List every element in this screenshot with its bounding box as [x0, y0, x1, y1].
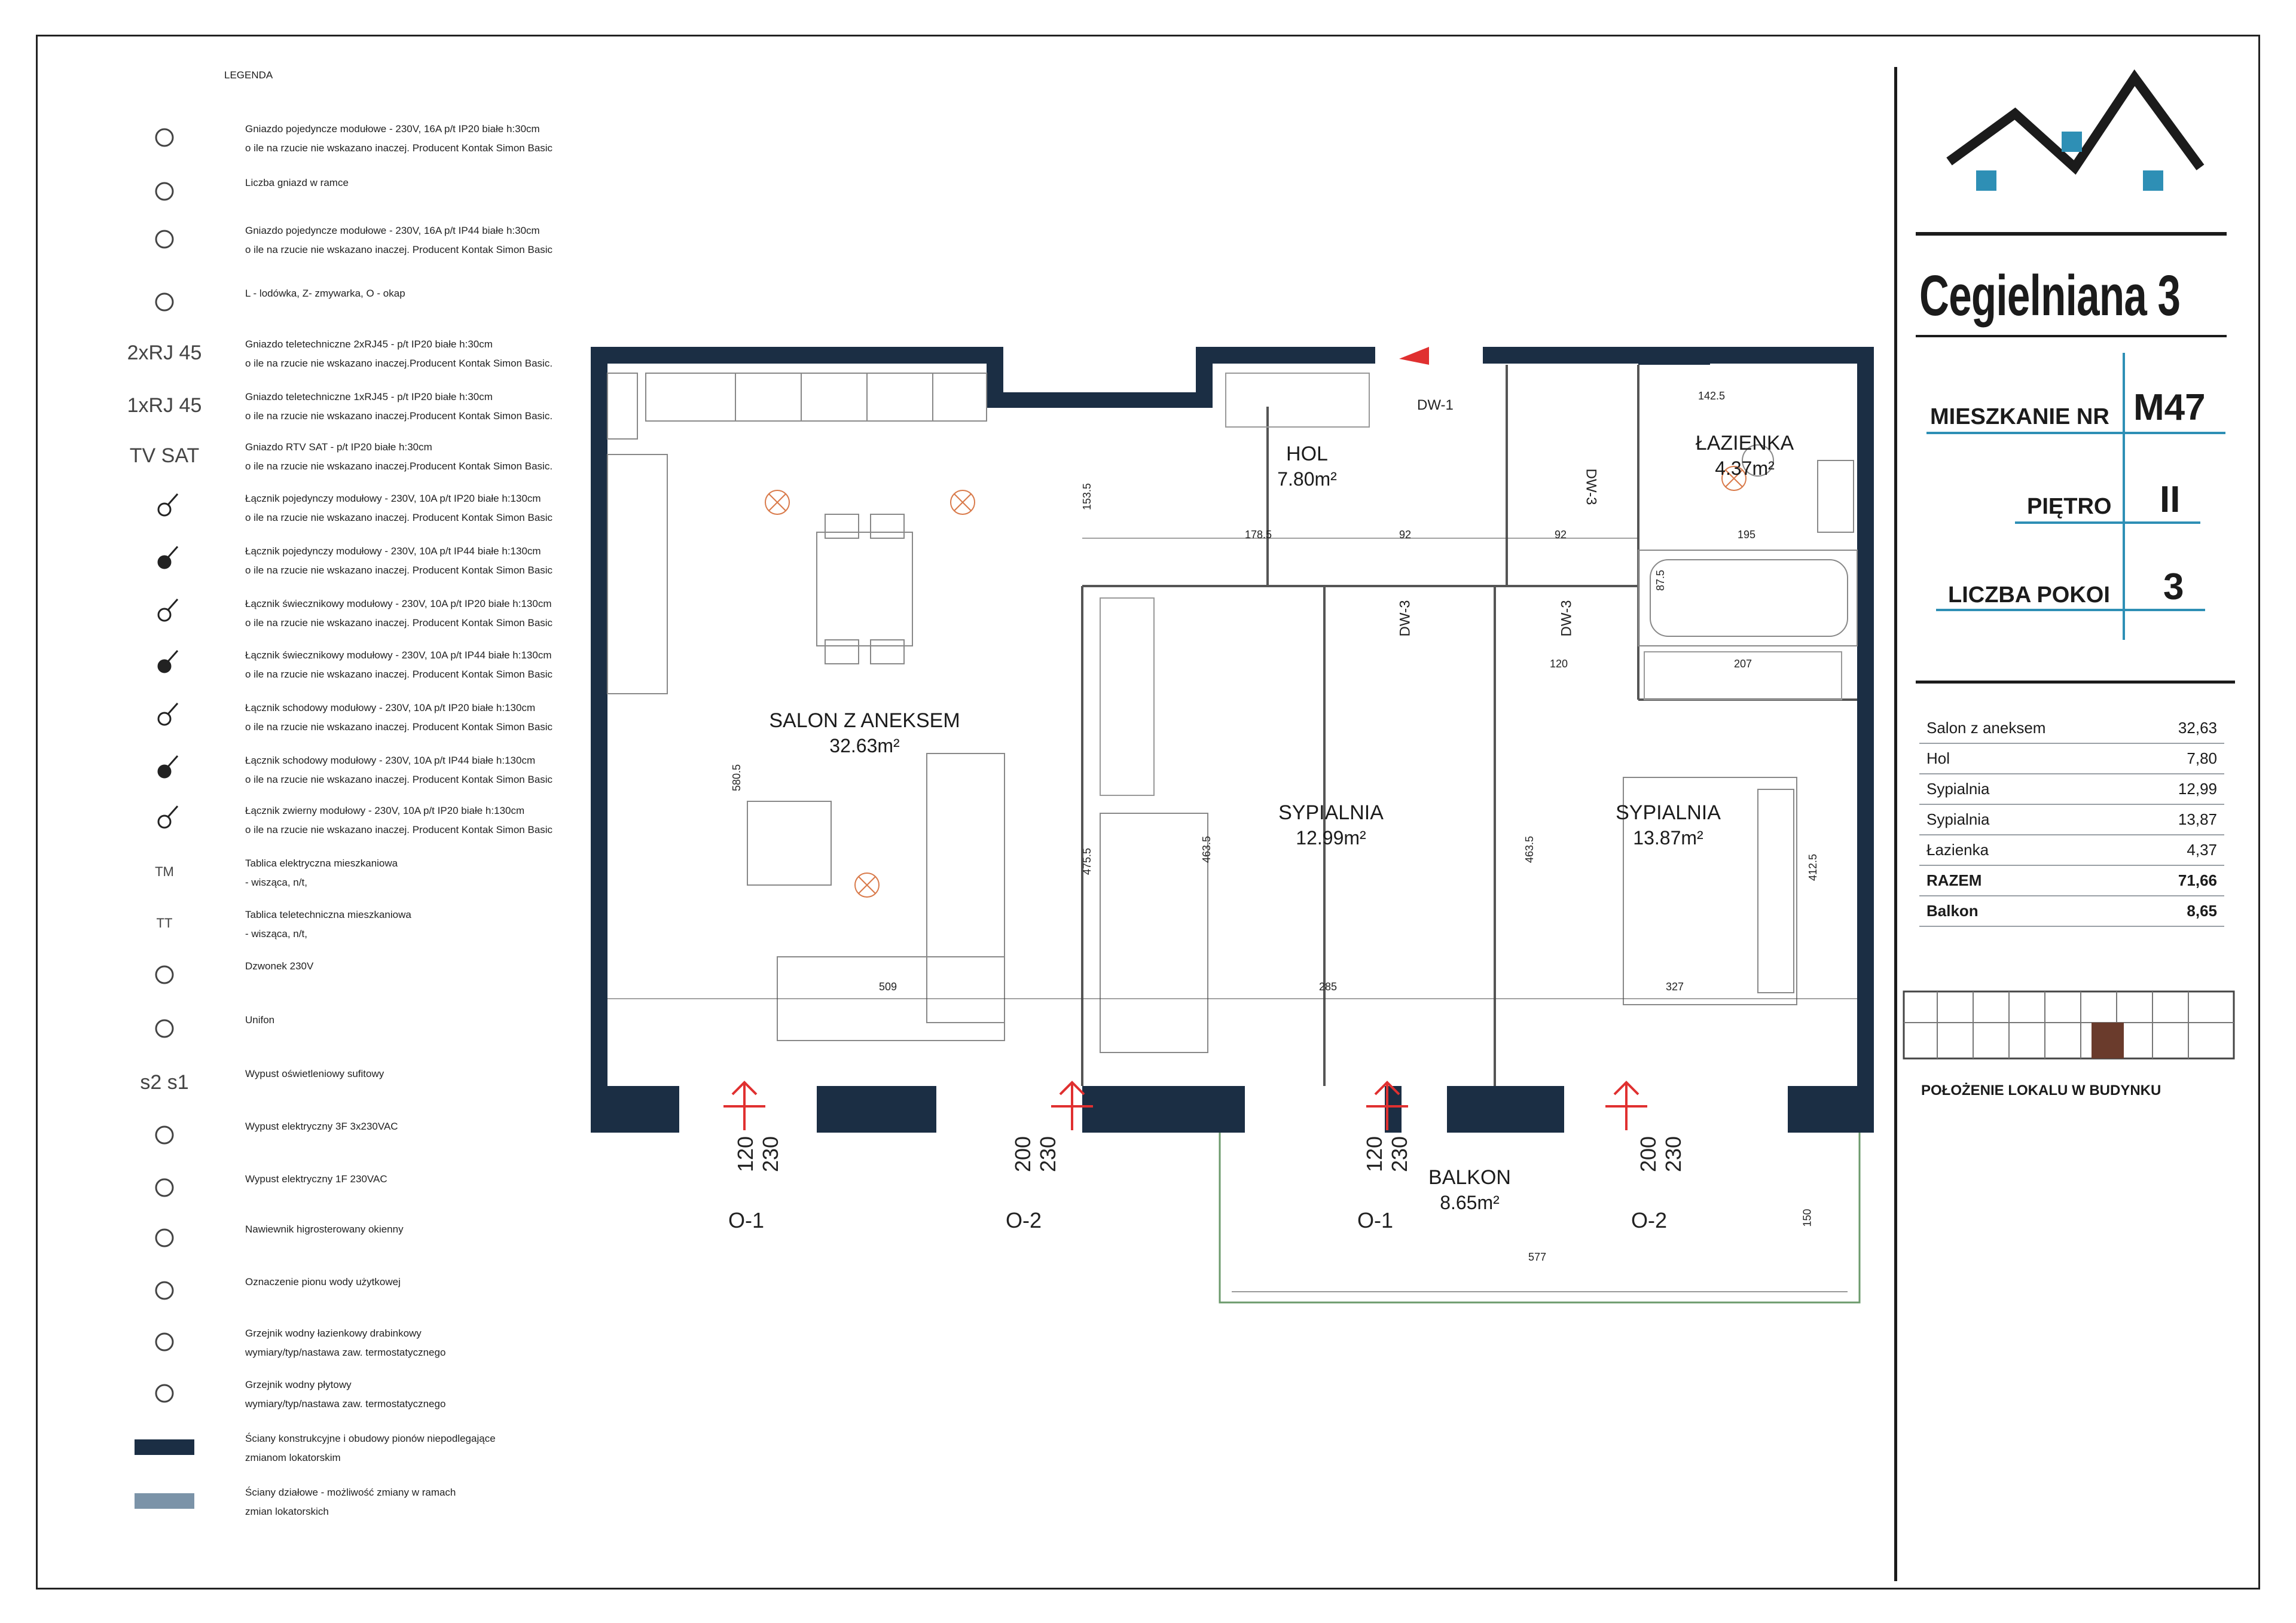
- sofa: [747, 753, 1004, 1041]
- legend-text: [245, 1375, 445, 1414]
- dim-label: 178.5: [1245, 529, 1272, 541]
- brand-rule-top: [1916, 232, 2227, 236]
- legend-line: Oznaczenie pionu wody użytkowej: [245, 1276, 401, 1288]
- legend-symbol-icon: [108, 1273, 221, 1308]
- legend-text: [245, 1220, 404, 1239]
- area-room-value: 7,80: [2187, 749, 2217, 767]
- legend-text: [245, 646, 552, 684]
- legend-text: [245, 1273, 401, 1292]
- area-room-value: 32,63: [2178, 719, 2217, 737]
- door-label: DW-1: [1417, 397, 1454, 413]
- legend-symbol-icon: 2xRJ 45: [127, 341, 202, 364]
- window-height: 230: [1036, 1136, 1060, 1172]
- kitchen-counter: [607, 373, 987, 694]
- dim-label: 412.5: [1807, 853, 1819, 881]
- legend-text: [245, 335, 552, 373]
- door-label: DW-3: [1583, 468, 1599, 505]
- area-room-name: Hol: [1926, 749, 1950, 767]
- window-code: O-2: [1631, 1208, 1668, 1232]
- legend-symbol-icon: [108, 173, 221, 209]
- legend-line: Wypust elektryczny 1F 230VAC: [245, 1173, 387, 1185]
- legend-symbol-icon: [108, 801, 221, 837]
- legend-title: LEGENDA: [224, 69, 273, 81]
- floor-value: II: [2160, 479, 2181, 520]
- door-label: DW-3: [1397, 600, 1413, 637]
- room-hol: HOL 7.80m²: [1277, 443, 1337, 490]
- dim-label: 580.5: [731, 764, 743, 792]
- legend-line: L - lodówka, Z- zmywarka, O - okap: [245, 288, 405, 299]
- legend-line: Liczba gniazd w ramce: [245, 177, 349, 188]
- legend-line: Gniazdo teletechniczne 2xRJ45 - p/t IP20 białe h:30cm: [245, 338, 493, 350]
- area-room-value: 13,87: [2178, 810, 2217, 828]
- area-room-name: Balkon: [1926, 902, 1979, 920]
- legend-line: zmianom lokatorskim: [245, 1452, 341, 1463]
- legend-symbol-icon: [108, 1375, 221, 1411]
- room-sypialnia-2: SYPIALNIA 13.87m²: [1616, 801, 1721, 849]
- window-width: 200: [1010, 1136, 1035, 1172]
- legend-symbol-icon: [108, 221, 221, 257]
- area-room-value: 8,65: [2187, 902, 2217, 920]
- legend-symbol-icon: [108, 957, 221, 993]
- room-sypialnia-1: SYPIALNIA 12.99m²: [1278, 801, 1384, 849]
- legend-text: [245, 1011, 274, 1030]
- area-room-value: 71,66: [2178, 871, 2217, 889]
- info-vertical-line: [2123, 353, 2125, 640]
- legend-text: [245, 284, 405, 303]
- legend-line: o ile na rzucie nie wskazano inaczej. Producent Kontak Simon Basic: [245, 512, 553, 523]
- legend-text: [245, 751, 552, 789]
- panel-divider: [1894, 67, 1897, 1581]
- balcony-outline: [1220, 1133, 1860, 1302]
- legend-text: [245, 120, 552, 158]
- legend-symbol-icon: [108, 698, 221, 734]
- legend-line: o ile na rzucie nie wskazano inaczej. Producent Kontak Simon Basic: [245, 565, 553, 576]
- legend-text: [245, 957, 313, 976]
- legend-text: [245, 1483, 456, 1521]
- legend-symbol-icon: [108, 594, 221, 630]
- legend-text: [245, 489, 552, 527]
- legend-line: Tablica teletechniczna mieszkaniowa: [245, 909, 411, 920]
- dim-label: 87.5: [1654, 569, 1667, 591]
- legend-line: o ile na rzucie nie wskazano inaczej.Producent Kontak Simon Basic.: [245, 460, 553, 472]
- area-row: [1919, 835, 2224, 866]
- area-row: [1919, 774, 2224, 805]
- legend-symbol-icon: [108, 1483, 221, 1519]
- legend-text: [245, 905, 411, 944]
- door-marker: [1399, 347, 1429, 365]
- dim-label: 327: [1666, 981, 1684, 993]
- dim-label: 195: [1738, 529, 1756, 541]
- dim-label: 207: [1734, 658, 1752, 670]
- area-room-value: 4,37: [2187, 841, 2217, 859]
- legend-symbol-icon: [108, 1170, 221, 1206]
- dim-label: 150: [1801, 1209, 1813, 1227]
- legend-line: o ile na rzucie nie wskazano inaczej. Producent Kontak Simon Basic: [245, 774, 553, 785]
- legend-line: Łącznik schodowy modułowy - 230V, 10A p/t IP44 białe h:130cm: [245, 755, 536, 766]
- legend-text: [245, 1117, 398, 1136]
- table-rule-top: [1916, 681, 2235, 684]
- area-room-name: Salon z aneksem: [1926, 719, 2046, 737]
- legend-text: [245, 1429, 496, 1468]
- window-width: 200: [1636, 1136, 1660, 1172]
- legend-text: [245, 801, 552, 840]
- area-row: [1919, 865, 2224, 896]
- window-height: 230: [758, 1136, 783, 1172]
- legend-line: Tablica elektryczna mieszkaniowa: [245, 858, 398, 869]
- legend-text: [245, 542, 552, 580]
- dim-label: 120: [1550, 658, 1568, 670]
- legend-line: o ile na rzucie nie wskazano inaczej. Producent Kontak Simon Basic: [245, 617, 553, 629]
- area-room-value: 12,99: [2178, 780, 2217, 798]
- dim-label: 463.5: [1201, 835, 1213, 864]
- door-label: DW-3: [1558, 600, 1575, 637]
- legend-symbol-icon: TM: [155, 864, 174, 879]
- legend-line: Gniazdo pojedyncze modułowe - 230V, 16A p/t IP44 białe h:30cm: [245, 225, 540, 236]
- legend-line: Gniazdo pojedyncze modułowe - 230V, 16A p/t IP20 białe h:30cm: [245, 123, 540, 135]
- legend-line: o ile na rzucie nie wskazano inaczej.Producent Kontak Simon Basic.: [245, 358, 553, 369]
- legend-symbol-icon: [108, 542, 221, 578]
- legend-line: Grzejnik wodny łazienkowy drabinkowy: [245, 1328, 422, 1339]
- dim-label: 92: [1399, 529, 1412, 541]
- legend-symbol-icon: [108, 489, 221, 525]
- legend-line: zmian lokatorskich: [245, 1506, 329, 1517]
- legend-line: Gniazdo RTV SAT - p/t IP20 białe h:30cm: [245, 441, 432, 453]
- legend-text: [245, 221, 552, 260]
- legend-line: wymiary/typ/nastawa zaw. termostatycznego: [245, 1398, 446, 1410]
- window-code: O-1: [728, 1208, 765, 1232]
- legend-line: o ile na rzucie nie wskazano inaczej. Producent Kontak Simon Basic: [245, 244, 553, 255]
- info-rule: [2015, 521, 2200, 524]
- dim-label: 92: [1555, 529, 1567, 541]
- legend-line: Unifon: [245, 1014, 275, 1026]
- window-width: 120: [1362, 1136, 1387, 1172]
- legend-line: - wisząca, n/t,: [245, 877, 307, 888]
- legend-text: [245, 438, 552, 476]
- room-salon: SALON Z ANEKSEM 32.63m²: [769, 709, 960, 756]
- dim-label: 475.5: [1081, 847, 1094, 875]
- dim-label: 463.5: [1523, 835, 1536, 864]
- info-rule: [1936, 609, 2205, 611]
- legend-symbol-icon: s2 s1: [140, 1070, 189, 1094]
- window-height: 230: [1661, 1136, 1686, 1172]
- legend-line: Wypust oświetleniowy sufitowy: [245, 1068, 384, 1079]
- legend-line: Łącznik zwierny modułowy - 230V, 10A p/t IP20 białe h:130cm: [245, 805, 525, 816]
- legend-text: [245, 1064, 384, 1084]
- area-row: [1919, 743, 2224, 774]
- legend-line: o ile na rzucie nie wskazano inaczej. Producent Kontak Simon Basic: [245, 721, 553, 733]
- window-height: 230: [1387, 1136, 1412, 1172]
- legend-text: [245, 388, 552, 426]
- dining-table: [817, 514, 912, 664]
- area-room-name: Sypialnia: [1926, 810, 1990, 828]
- legend-symbol-icon: [108, 1011, 221, 1047]
- area-row: [1919, 713, 2224, 744]
- dimension-lines: [607, 538, 1857, 999]
- legend-text: [245, 854, 398, 892]
- house-logo-icon: [1943, 66, 2206, 209]
- legend-line: o ile na rzucie nie wskazano inaczej. Producent Kontak Simon Basic: [245, 824, 553, 835]
- rooms-value: 3: [2163, 566, 2184, 608]
- legend-symbol-icon: [108, 120, 221, 155]
- legend-symbol-icon: [108, 1429, 221, 1465]
- legend-line: o ile na rzucie nie wskazano inaczej. Producent Kontak Simon Basic: [245, 669, 553, 680]
- apartment-value: M47: [2133, 387, 2206, 428]
- apartment-highlight: [2092, 1023, 2124, 1058]
- legend-text: [245, 698, 552, 737]
- room-balkon: BALKON 8.65m²: [1428, 1166, 1511, 1213]
- area-room-name: Sypialnia: [1926, 780, 1990, 798]
- legend-text: [245, 1324, 445, 1362]
- legend-symbol-icon: 1xRJ 45: [127, 393, 202, 417]
- legend-line: wymiary/typ/nastawa zaw. termostatycznego: [245, 1347, 446, 1358]
- legend-line: o ile na rzucie nie wskazano inaczej. Producent Kontak Simon Basic: [245, 142, 553, 154]
- legend-line: Dzwonek 230V: [245, 960, 314, 972]
- legend-line: Grzejnik wodny płytowy: [245, 1379, 352, 1390]
- info-rule: [1926, 432, 2225, 434]
- legend-symbol-icon: [108, 1324, 221, 1360]
- area-room-name: RAZEM: [1926, 871, 1982, 889]
- window-code: O-1: [1357, 1208, 1394, 1232]
- area-room-name: Łazienka: [1926, 841, 1989, 859]
- window-width: 120: [733, 1136, 758, 1172]
- legend-symbol-icon: [108, 1220, 221, 1256]
- project-name: Cegielniana 3: [1919, 264, 2181, 328]
- legend-symbol-icon: [108, 1117, 221, 1153]
- brand-rule-bottom: [1916, 335, 2227, 337]
- legend-line: Gniazdo teletechniczne 1xRJ45 - p/t IP20 białe h:30cm: [245, 391, 493, 402]
- location-caption: POŁOŻENIE LOKALU W BUDYNKU: [1921, 1082, 2161, 1099]
- legend-line: Wypust elektryczny 3F 3x230VAC: [245, 1121, 398, 1132]
- legend-line: Ściany konstrukcyjne i obudowy pionów niepodlegające: [245, 1433, 496, 1444]
- window-code: O-2: [1006, 1208, 1042, 1232]
- area-row: [1919, 896, 2224, 927]
- apartment-label: MIESZKANIE NR: [1930, 404, 2109, 429]
- dim-label: 142.5: [1698, 390, 1726, 402]
- legend-symbol-icon: [108, 751, 221, 787]
- dim-label: 153.5: [1081, 483, 1094, 511]
- legend-line: Nawiewnik higrosterowany okienny: [245, 1224, 404, 1235]
- legend-symbol-icon: TV SAT: [129, 444, 200, 467]
- room-lazienka: ŁAZIENKA 4.37m²: [1695, 432, 1794, 479]
- legend-symbol-icon: TT: [156, 916, 173, 931]
- legend-line: Łącznik pojedynczy modułowy - 230V, 10A p/t IP20 białe h:130cm: [245, 493, 541, 504]
- dim-label: 285: [1319, 981, 1338, 993]
- legend-symbol-icon: [108, 284, 221, 320]
- legend-symbol-icon: [108, 646, 221, 682]
- area-row: [1919, 804, 2224, 835]
- legend-text: [245, 173, 349, 193]
- legend-line: Ściany działowe - możliwość zmiany w ramach: [245, 1487, 456, 1498]
- floor-label: PIĘTRO: [2027, 494, 2112, 519]
- legend-line: Łącznik schodowy modułowy - 230V, 10A p/t IP20 białe h:130cm: [245, 702, 536, 713]
- rooms-label: LICZBA POKOI: [1948, 582, 2110, 608]
- legend-line: Łącznik świecznikowy modułowy - 230V, 10A p/t IP44 białe h:130cm: [245, 649, 552, 661]
- legend-line: - wisząca, n/t,: [245, 928, 307, 939]
- dim-label: 509: [879, 981, 897, 993]
- building-location-map: [1901, 987, 2236, 1064]
- dim-label: 577: [1528, 1251, 1547, 1263]
- legend-line: o ile na rzucie nie wskazano inaczej.Producent Kontak Simon Basic.: [245, 410, 553, 422]
- legend-line: Łącznik pojedynczy modułowy - 230V, 10A p/t IP44 białe h:130cm: [245, 545, 541, 557]
- legend-text: [245, 594, 552, 633]
- legend-text: [245, 1170, 387, 1189]
- legend-line: Łącznik świecznikowy modułowy - 230V, 10A p/t IP20 białe h:130cm: [245, 598, 552, 609]
